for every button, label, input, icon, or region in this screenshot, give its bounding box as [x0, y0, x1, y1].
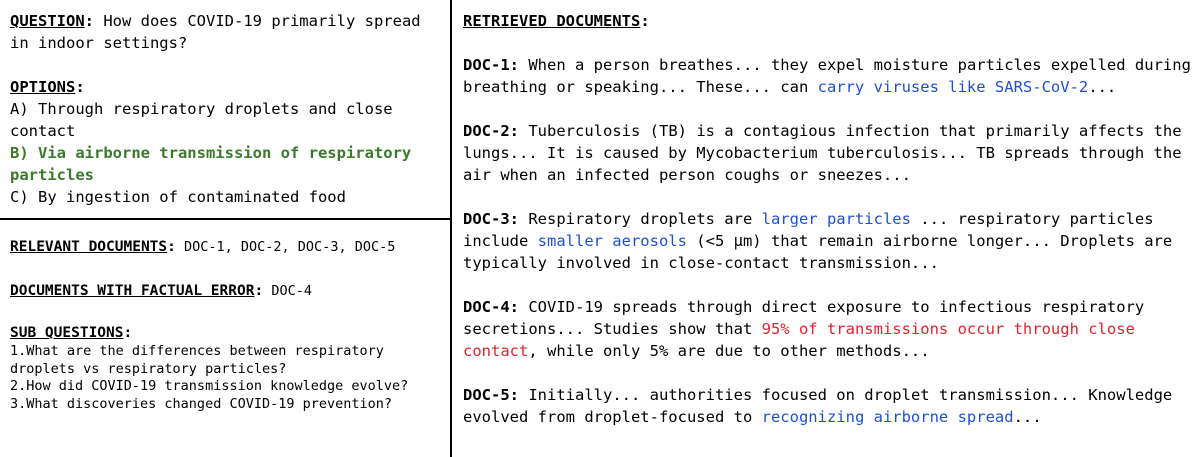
- doc-1-text-2: ...: [1088, 78, 1117, 96]
- question-block: [10, 10, 440, 54]
- retrieved-documents-heading: RETRIEVED DOCUMENTS:: [463, 12, 650, 30]
- question-text: How does COVID-19 primarily spread in indoor settings?: [10, 12, 421, 52]
- horizontal-divider: [0, 218, 451, 220]
- doc-5-highlight: recognizing airborne spread: [761, 408, 1014, 426]
- doc-2: [463, 120, 1193, 186]
- doc-2-text: Tuberculosis (TB) is a contagious infection that primarily affects the lungs... It is caused by Mycobacterium tuberculosis... TB spreads through the air when an infected person coughs or sneezes...: [463, 122, 1182, 184]
- doc-1: [463, 54, 1193, 98]
- relevant-documents-line: RELEVANT DOCUMENTS: DOC-1, DOC-2, DOC-3, DOC-5: [10, 239, 396, 255]
- factual-error-line: DOCUMENTS WITH FACTUAL ERROR: DOC-4: [10, 283, 312, 299]
- sub-questions-list: [10, 343, 445, 413]
- factual-error-value: DOC-4: [271, 283, 312, 299]
- doc-4-text-2: , while only 5% are due to other methods...: [528, 342, 930, 360]
- options-label: OPTIONS: [10, 78, 76, 96]
- question-colon: :: [84, 12, 94, 30]
- question-label: QUESTION: [10, 12, 85, 30]
- doc-5-label: DOC-5:: [463, 386, 519, 404]
- relevant-documents-label: RELEVANT DOCUMENTS: [10, 239, 168, 255]
- sub-question-1: 1.What are the differences between respiratory droplets vs respiratory particles?: [10, 343, 384, 377]
- doc-4-text-1: COVID-19 spreads through direct exposure to infectious respiratory secretions... Studies show that: [463, 298, 1145, 338]
- option-b-correct: B) Via airborne transmission of respiratory particles: [10, 144, 412, 184]
- sub-questions-label: SUB QUESTIONS: [10, 325, 124, 341]
- doc-3-text-2: ... respiratory particles include: [463, 210, 1154, 250]
- doc-3-text-3: (<5 μm) that remain airborne longer... Droplets are typically involved in close-contact transmission...: [463, 232, 1173, 272]
- doc-1-label: DOC-1:: [463, 56, 519, 74]
- doc-3-label: DOC-3:: [463, 210, 519, 228]
- options-block: OPTIONS: A) Through respiratory droplets and close contact B) Via airborne transmission of respiratory particles C) By ingestion of contaminated food: [10, 76, 440, 208]
- option-a: A) Through respiratory droplets and close contact: [10, 100, 393, 140]
- sub-questions-heading: SUB QUESTIONS:: [10, 325, 133, 341]
- doc-3-text-1: Respiratory droplets are: [528, 210, 762, 228]
- left-panel: [0, 0, 450, 457]
- doc-4-label: DOC-4:: [463, 298, 519, 316]
- option-c: C) By ingestion of contaminated food: [10, 188, 346, 206]
- doc-4: [463, 296, 1193, 362]
- sub-question-2: 2.How did COVID-19 transmission knowledge evolve?: [10, 378, 409, 394]
- doc-5-text-2: ...: [1013, 408, 1042, 426]
- doc-2-label: DOC-2:: [463, 122, 519, 140]
- retrieved-documents-label: RETRIEVED DOCUMENTS: [463, 12, 641, 30]
- question-panel: [10, 10, 440, 208]
- doc-5: [463, 384, 1193, 428]
- doc-4-error-highlight: 95% of transmissions occur through close contact: [463, 320, 1135, 360]
- doc-5-text-1: Initially... authorities focused on droplet transmission... Knowledge evolved from droplet-focused to: [463, 386, 1173, 426]
- retrieved-documents-panel: [463, 10, 1193, 450]
- doc-3-highlight-1: larger particles: [761, 210, 911, 228]
- factual-error-label: DOCUMENTS WITH FACTUAL ERROR: [10, 283, 255, 299]
- doc-1-highlight: carry viruses like SARS-CoV-2: [817, 78, 1089, 96]
- relevant-documents-value: DOC-1, DOC-2, DOC-3, DOC-5: [184, 239, 396, 255]
- analysis-panel: [10, 237, 445, 413]
- vertical-divider: [450, 0, 452, 457]
- doc-3-highlight-2: smaller aerosols: [537, 232, 687, 250]
- doc-3: [463, 208, 1193, 274]
- sub-question-3: 3.What discoveries changed COVID-19 prevention?: [10, 395, 393, 412]
- doc-1-text-1: When a person breathes... they expel moisture particles expelled during breathing or speaking... These... can: [463, 56, 1191, 96]
